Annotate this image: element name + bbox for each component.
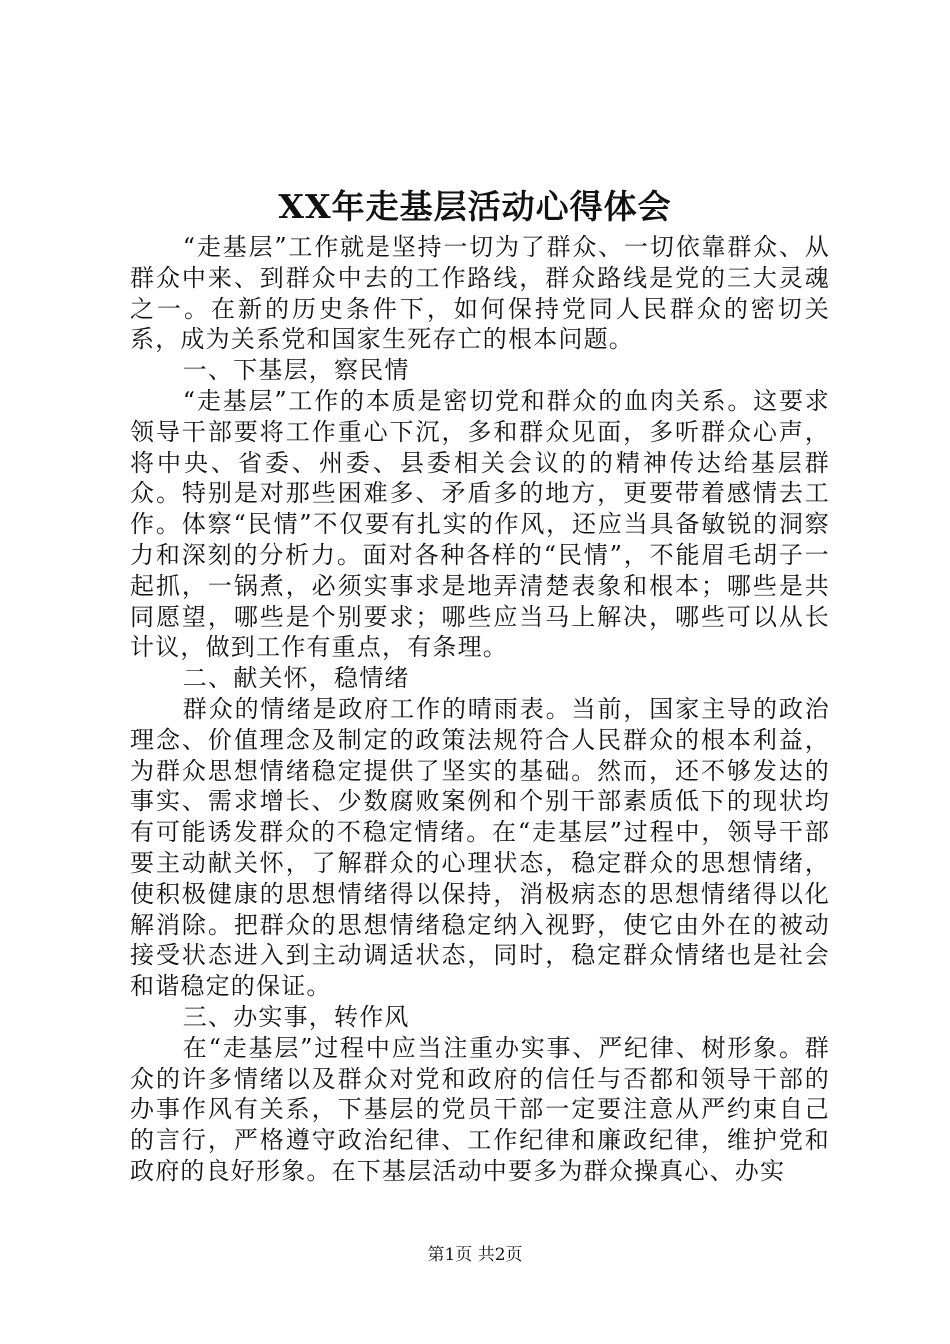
paragraph-section-1: “走基层”工作的本质是密切党和群众的血肉关系。这要求领导干部要将工作重心下沉，多和群众见面，多听群众心声，将中央、省委、州委、县委相关会议的的精神传达给基层群众。特别是对那些困难多、矛盾多的地方，更要带着感情去工作。体察“民情”不仅要有扎实的作风，还应当具备敏锐的洞察力和深刻的分析力。面对各种各样的“民情”，不能眉毛胡子一起抓，一锅煮，必须实事求是地弄清楚表象和根本；哪些是共同愿望，哪些是个别要求；哪些应当马上解决，哪些可以从长计议，做到工作有重点，有条理。 <box>130 386 830 662</box>
document-body <box>130 232 830 1187</box>
paragraph-section-2: 群众的情绪是政府工作的晴雨表。当前，国家主导的政治理念、价值理念及制定的政策法规符合人民群众的根本利益，为群众思想情绪稳定提供了坚实的基础。然而，还不够发达的事实、需求增长、少数腐败案例和个别干部素质低下的现状均有可能诱发群众的不稳定情绪。在“走基层”过程中，领导干部要主动献关怀，了解群众的心理状态，稳定群众的思想情绪，使积极健康的思想情绪得以保持，消极病态的思想情绪得以化解消除。把群众的思想情绪稳定纳入视野，使它由外在的被动接受状态进入到主动调适状态，同时，稳定群众情绪也是社会和谐稳定的保证。 <box>130 694 830 1001</box>
section-heading-1: 一、下基层，察民情 <box>182 356 410 385</box>
paragraph-intro: “走基层”工作就是坚持一切为了群众、一切依靠群众、从群众中来、到群众中去的工作路线，群众路线是党的三大灵魂之一。在新的历史条件下，如何保持党同人民群众的密切关系，成为关系党和国家生死存亡的根本问题。 <box>130 233 830 354</box>
page-footer: 第1页 共2页 <box>427 1245 523 1265</box>
document-title: XX年走基层活动心得体会 <box>278 187 672 226</box>
section-heading-2: 二、献关怀，稳情绪 <box>182 664 410 693</box>
section-heading-3: 三、办实事，转作风 <box>182 1002 410 1031</box>
paragraph-section-3: 在“走基层”过程中应当注重办实事、严纪律、树形象。群众的许多情绪以及群众对党和政府的信任与否都和领导干部的办事作风有关系，下基层的党员干部一定要注意从严约束自己的言行，严格遵守政治纪律、工作纪律和廉政纪律，维护党和政府的良好形象。在下基层活动中要多为群众操真心、办实 <box>130 1033 830 1185</box>
